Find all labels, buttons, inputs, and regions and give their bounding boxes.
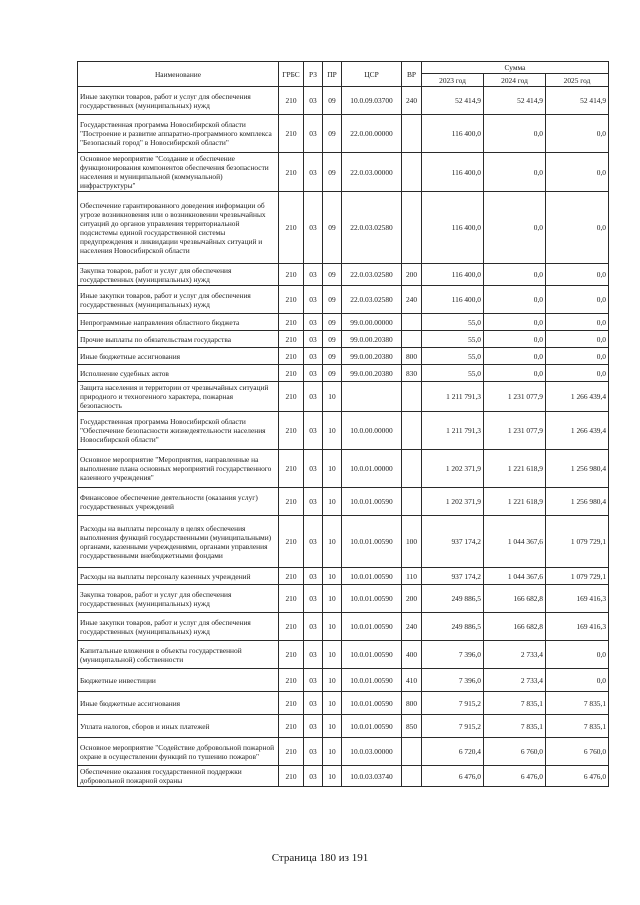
cell-grbs: 210	[279, 348, 304, 365]
cell-pr: 09	[323, 331, 342, 348]
table-row	[78, 585, 609, 613]
budget-table	[77, 61, 609, 787]
cell-y2023: 249 886,5	[422, 585, 484, 613]
cell-y2024: 1 044 367,6	[484, 516, 546, 568]
header-year-2024: 2024 год	[484, 74, 546, 87]
cell-vr: 200	[402, 264, 422, 286]
cell-rz: 03	[304, 331, 323, 348]
cell-y2024: 2 733,4	[484, 669, 546, 692]
cell-y2024: 7 835,1	[484, 715, 546, 738]
cell-grbs: 210	[279, 450, 304, 488]
table-row	[78, 87, 609, 115]
cell-vr: 240	[402, 613, 422, 641]
table-row	[78, 450, 609, 488]
cell-vr: 410	[402, 669, 422, 692]
cell-pr: 09	[323, 314, 342, 331]
cell-rz: 03	[304, 115, 323, 153]
cell-pr: 09	[323, 286, 342, 314]
cell-name: Иные закупки товаров, работ и услуг для обеспечения государственных (муниципальных) нужд	[78, 613, 279, 641]
cell-vr: 830	[402, 365, 422, 382]
header-name: Наименование	[78, 62, 279, 87]
cell-y2025: 0,0	[546, 115, 609, 153]
cell-name: Закупка товаров, работ и услуг для обеспечения государственных (муниципальных) нужд	[78, 585, 279, 613]
cell-name: Иные бюджетные ассигнования	[78, 348, 279, 365]
cell-name: Финансовое обеспечение деятельности (оказания услуг) государственных учреждений	[78, 488, 279, 516]
cell-rz: 03	[304, 348, 323, 365]
cell-y2025: 52 414,9	[546, 87, 609, 115]
table-row	[78, 641, 609, 669]
cell-csr: 10.0.01.00590	[342, 669, 402, 692]
cell-grbs: 210	[279, 568, 304, 585]
cell-y2023: 55,0	[422, 331, 484, 348]
cell-grbs: 210	[279, 331, 304, 348]
table-row	[78, 669, 609, 692]
cell-y2023: 7 915,2	[422, 715, 484, 738]
cell-rz: 03	[304, 738, 323, 766]
cell-y2023: 116 400,0	[422, 264, 484, 286]
cell-csr: 99.0.00.20380	[342, 331, 402, 348]
cell-y2024: 0,0	[484, 192, 546, 264]
cell-pr: 09	[323, 348, 342, 365]
cell-y2023: 1 202 371,9	[422, 488, 484, 516]
table-row	[78, 516, 609, 568]
table-row	[78, 264, 609, 286]
cell-y2024: 1 044 367,6	[484, 568, 546, 585]
cell-rz: 03	[304, 153, 323, 192]
cell-y2025: 0,0	[546, 264, 609, 286]
cell-y2023: 116 400,0	[422, 286, 484, 314]
cell-vr	[402, 450, 422, 488]
cell-grbs: 210	[279, 382, 304, 412]
cell-y2023: 937 174,2	[422, 516, 484, 568]
cell-name: Исполнение судебных актов	[78, 365, 279, 382]
cell-rz: 03	[304, 585, 323, 613]
cell-rz: 03	[304, 669, 323, 692]
cell-name: Прочие выплаты по обязательствам государства	[78, 331, 279, 348]
cell-rz: 03	[304, 450, 323, 488]
cell-pr: 10	[323, 738, 342, 766]
cell-vr: 800	[402, 692, 422, 715]
cell-y2024: 166 682,8	[484, 613, 546, 641]
cell-vr	[402, 412, 422, 450]
header-year-2023: 2023 год	[422, 74, 484, 87]
cell-name: Расходы на выплаты персоналу казенных учреждений	[78, 568, 279, 585]
cell-rz: 03	[304, 641, 323, 669]
cell-name: Закупка товаров, работ и услуг для обеспечения государственных (муниципальных) нужд	[78, 264, 279, 286]
table-row	[78, 286, 609, 314]
cell-name: Основное мероприятие "Создание и обеспечение функционирования компонентов обеспечения безопасности населения и муниципальной (коммунальной) инфраструктуры"	[78, 153, 279, 192]
cell-y2024: 0,0	[484, 331, 546, 348]
cell-csr: 10.0.01.00590	[342, 585, 402, 613]
cell-grbs: 210	[279, 264, 304, 286]
cell-rz: 03	[304, 692, 323, 715]
cell-rz: 03	[304, 264, 323, 286]
cell-y2025: 1 256 980,4	[546, 450, 609, 488]
cell-name: Иные закупки товаров, работ и услуг для обеспечения государственных (муниципальных) нужд	[78, 87, 279, 115]
cell-pr: 09	[323, 87, 342, 115]
cell-csr: 22.0.03.00000	[342, 153, 402, 192]
cell-y2024: 0,0	[484, 115, 546, 153]
cell-csr: 22.0.00.00000	[342, 115, 402, 153]
cell-vr: 240	[402, 87, 422, 115]
table-row	[78, 613, 609, 641]
table-row	[78, 192, 609, 264]
cell-csr: 22.0.03.02580	[342, 286, 402, 314]
cell-pr: 10	[323, 382, 342, 412]
cell-y2025: 1 079 729,1	[546, 516, 609, 568]
cell-name: Обеспечение оказания государственной поддержки добровольной пожарной охраны	[78, 766, 279, 787]
table-row	[78, 314, 609, 331]
cell-grbs: 210	[279, 412, 304, 450]
cell-csr: 10.0.01.00590	[342, 488, 402, 516]
cell-rz: 03	[304, 365, 323, 382]
cell-y2024: 1 231 077,9	[484, 382, 546, 412]
cell-grbs: 210	[279, 669, 304, 692]
cell-y2024: 0,0	[484, 348, 546, 365]
cell-pr: 10	[323, 715, 342, 738]
cell-grbs: 210	[279, 314, 304, 331]
cell-y2023: 55,0	[422, 314, 484, 331]
cell-pr: 10	[323, 450, 342, 488]
cell-grbs: 210	[279, 715, 304, 738]
cell-grbs: 210	[279, 641, 304, 669]
cell-pr: 10	[323, 669, 342, 692]
cell-pr: 09	[323, 264, 342, 286]
cell-pr: 10	[323, 568, 342, 585]
cell-y2024: 0,0	[484, 153, 546, 192]
cell-name: Основное мероприятие "Мероприятия, направленные на выполнение плана основных мероприятий государственного казенного учреждения"	[78, 450, 279, 488]
table-row	[78, 365, 609, 382]
cell-vr	[402, 766, 422, 787]
cell-rz: 03	[304, 613, 323, 641]
cell-y2025: 0,0	[546, 331, 609, 348]
cell-csr: 10.0.01.00590	[342, 568, 402, 585]
cell-y2023: 7 396,0	[422, 669, 484, 692]
cell-y2023: 116 400,0	[422, 192, 484, 264]
cell-pr: 10	[323, 412, 342, 450]
header-pr: ПР	[323, 62, 342, 87]
cell-rz: 03	[304, 715, 323, 738]
cell-y2023: 7 396,0	[422, 641, 484, 669]
cell-rz: 03	[304, 766, 323, 787]
cell-rz: 03	[304, 382, 323, 412]
header-rz: РЗ	[304, 62, 323, 87]
cell-vr	[402, 382, 422, 412]
cell-y2023: 116 400,0	[422, 153, 484, 192]
cell-pr: 10	[323, 766, 342, 787]
cell-rz: 03	[304, 314, 323, 331]
cell-vr: 800	[402, 348, 422, 365]
cell-vr: 240	[402, 286, 422, 314]
cell-y2024: 1 231 077,9	[484, 412, 546, 450]
cell-y2024: 1 221 618,9	[484, 488, 546, 516]
cell-csr: 22.0.03.02580	[342, 264, 402, 286]
cell-rz: 03	[304, 488, 323, 516]
cell-vr: 200	[402, 585, 422, 613]
cell-name: Иные бюджетные ассигнования	[78, 692, 279, 715]
cell-y2023: 1 202 371,9	[422, 450, 484, 488]
cell-csr: 10.0.01.00000	[342, 450, 402, 488]
cell-csr: 10.0.01.00590	[342, 692, 402, 715]
cell-name: Государственная программа Новосибирской области "Обеспечение безопасности жизнедеятельности населения Новосибирской области"	[78, 412, 279, 450]
cell-y2025: 7 835,1	[546, 715, 609, 738]
cell-rz: 03	[304, 87, 323, 115]
cell-y2025: 6 476,0	[546, 766, 609, 787]
cell-y2024: 6 476,0	[484, 766, 546, 787]
table-row	[78, 115, 609, 153]
cell-vr	[402, 331, 422, 348]
cell-pr: 09	[323, 192, 342, 264]
cell-rz: 03	[304, 516, 323, 568]
cell-y2023: 7 915,2	[422, 692, 484, 715]
cell-csr: 99.0.00.20380	[342, 365, 402, 382]
cell-name: Бюджетные инвестиции	[78, 669, 279, 692]
cell-rz: 03	[304, 286, 323, 314]
cell-csr: 10.0.03.03740	[342, 766, 402, 787]
cell-pr: 10	[323, 692, 342, 715]
table-row	[78, 766, 609, 787]
cell-y2025: 0,0	[546, 314, 609, 331]
header-vr: ВР	[402, 62, 422, 87]
cell-y2023: 1 211 791,3	[422, 382, 484, 412]
table-row	[78, 331, 609, 348]
header-csr: ЦСР	[342, 62, 402, 87]
cell-pr: 10	[323, 641, 342, 669]
cell-vr: 400	[402, 641, 422, 669]
cell-grbs: 210	[279, 87, 304, 115]
cell-y2025: 0,0	[546, 669, 609, 692]
cell-name: Защита населения и территории от чрезвычайных ситуаций природного и техногенного характера, пожарная безопасность	[78, 382, 279, 412]
cell-y2023: 6 720,4	[422, 738, 484, 766]
cell-y2025: 1 266 439,4	[546, 382, 609, 412]
table-row	[78, 692, 609, 715]
header-grbs: ГРБС	[279, 62, 304, 87]
cell-y2025: 0,0	[546, 192, 609, 264]
cell-name: Непрограммные направления областного бюджета	[78, 314, 279, 331]
cell-y2025: 0,0	[546, 365, 609, 382]
cell-vr	[402, 314, 422, 331]
cell-csr: 99.0.00.20380	[342, 348, 402, 365]
header-sum: Сумма	[422, 62, 609, 74]
cell-y2024: 7 835,1	[484, 692, 546, 715]
cell-y2025: 0,0	[546, 348, 609, 365]
cell-y2025: 7 835,1	[546, 692, 609, 715]
cell-y2025: 1 266 439,4	[546, 412, 609, 450]
cell-csr: 10.0.03.00000	[342, 738, 402, 766]
cell-name: Капитальные вложения в объекты государственной (муниципальной) собственности	[78, 641, 279, 669]
cell-vr	[402, 192, 422, 264]
cell-csr: 10.0.00.00000	[342, 412, 402, 450]
table-row	[78, 382, 609, 412]
cell-y2024: 166 682,8	[484, 585, 546, 613]
table-row	[78, 153, 609, 192]
page-number: Страница 180 из 191	[271, 852, 369, 864]
cell-csr: 99.0.00.00000	[342, 314, 402, 331]
cell-rz: 03	[304, 192, 323, 264]
cell-y2023: 6 476,0	[422, 766, 484, 787]
cell-y2025: 1 256 980,4	[546, 488, 609, 516]
cell-y2023: 1 211 791,3	[422, 412, 484, 450]
cell-pr: 10	[323, 488, 342, 516]
cell-pr: 09	[323, 153, 342, 192]
cell-csr: 10.0.01.00590	[342, 516, 402, 568]
cell-grbs: 210	[279, 613, 304, 641]
cell-name: Государственная программа Новосибирской области "Построение и развитие аппаратно-программного комплекса "Безопасный город" в Новосибирской области"	[78, 115, 279, 153]
cell-grbs: 210	[279, 115, 304, 153]
cell-rz: 03	[304, 568, 323, 585]
cell-vr: 850	[402, 715, 422, 738]
cell-pr: 10	[323, 516, 342, 568]
cell-name: Уплата налогов, сборов и иных платежей	[78, 715, 279, 738]
cell-grbs: 210	[279, 692, 304, 715]
cell-grbs: 210	[279, 585, 304, 613]
cell-csr: 10.0.09.03700	[342, 87, 402, 115]
cell-csr: 10.0.01.00590	[342, 613, 402, 641]
cell-grbs: 210	[279, 192, 304, 264]
cell-y2024: 0,0	[484, 365, 546, 382]
table-body	[78, 87, 609, 787]
table-row	[78, 715, 609, 738]
cell-name: Основное мероприятие "Содействие добровольной пожарной охране в осуществлении функций по тушению пожаров"	[78, 738, 279, 766]
cell-grbs: 210	[279, 516, 304, 568]
cell-y2023: 116 400,0	[422, 115, 484, 153]
cell-pr: 10	[323, 585, 342, 613]
cell-y2024: 1 221 618,9	[484, 450, 546, 488]
cell-vr	[402, 115, 422, 153]
cell-grbs: 210	[279, 738, 304, 766]
cell-vr	[402, 488, 422, 516]
cell-csr: 22.0.03.02580	[342, 192, 402, 264]
cell-y2024: 2 733,4	[484, 641, 546, 669]
cell-grbs: 210	[279, 365, 304, 382]
cell-name: Обеспечение гарантированного доведения информации об угрозе возникновения или о возникновении чрезвычайных ситуаций до органов управления территориальной подсистемы единой государственной системы предупреждения и ликвидации чрезвычайных ситуаций и населения Новосибирской области	[78, 192, 279, 264]
cell-grbs: 210	[279, 286, 304, 314]
cell-y2023: 55,0	[422, 365, 484, 382]
cell-y2023: 937 174,2	[422, 568, 484, 585]
table-row	[78, 348, 609, 365]
cell-y2023: 52 414,9	[422, 87, 484, 115]
cell-y2024: 0,0	[484, 286, 546, 314]
cell-y2025: 169 416,3	[546, 613, 609, 641]
header-year-2025: 2025 год	[546, 74, 609, 87]
cell-pr: 09	[323, 115, 342, 153]
cell-y2025: 6 760,0	[546, 738, 609, 766]
table-row	[78, 412, 609, 450]
cell-csr: 10.0.01.00590	[342, 641, 402, 669]
cell-vr	[402, 153, 422, 192]
cell-grbs: 210	[279, 153, 304, 192]
cell-vr	[402, 738, 422, 766]
cell-rz: 03	[304, 412, 323, 450]
cell-y2025: 0,0	[546, 286, 609, 314]
cell-name: Расходы на выплаты персоналу в целях обеспечения выполнения функций государственными (муниципальными) органами, казенными учреждениями, органами управления государственными внебюджетными фондами	[78, 516, 279, 568]
table-row	[78, 738, 609, 766]
cell-y2023: 55,0	[422, 348, 484, 365]
cell-y2025: 0,0	[546, 641, 609, 669]
cell-grbs: 210	[279, 766, 304, 787]
cell-y2024: 0,0	[484, 314, 546, 331]
cell-y2025: 0,0	[546, 153, 609, 192]
cell-y2023: 249 886,5	[422, 613, 484, 641]
cell-csr	[342, 382, 402, 412]
cell-y2025: 1 079 729,1	[546, 568, 609, 585]
cell-y2024: 6 760,0	[484, 738, 546, 766]
table-row	[78, 568, 609, 585]
cell-y2025: 169 416,3	[546, 585, 609, 613]
cell-y2024: 52 414,9	[484, 87, 546, 115]
cell-name: Иные закупки товаров, работ и услуг для обеспечения государственных (муниципальных) нужд	[78, 286, 279, 314]
cell-grbs: 210	[279, 488, 304, 516]
table-row	[78, 488, 609, 516]
cell-vr: 110	[402, 568, 422, 585]
cell-pr: 09	[323, 365, 342, 382]
table-header	[78, 62, 609, 87]
cell-vr: 100	[402, 516, 422, 568]
cell-pr: 10	[323, 613, 342, 641]
cell-y2024: 0,0	[484, 264, 546, 286]
cell-csr: 10.0.01.00590	[342, 715, 402, 738]
